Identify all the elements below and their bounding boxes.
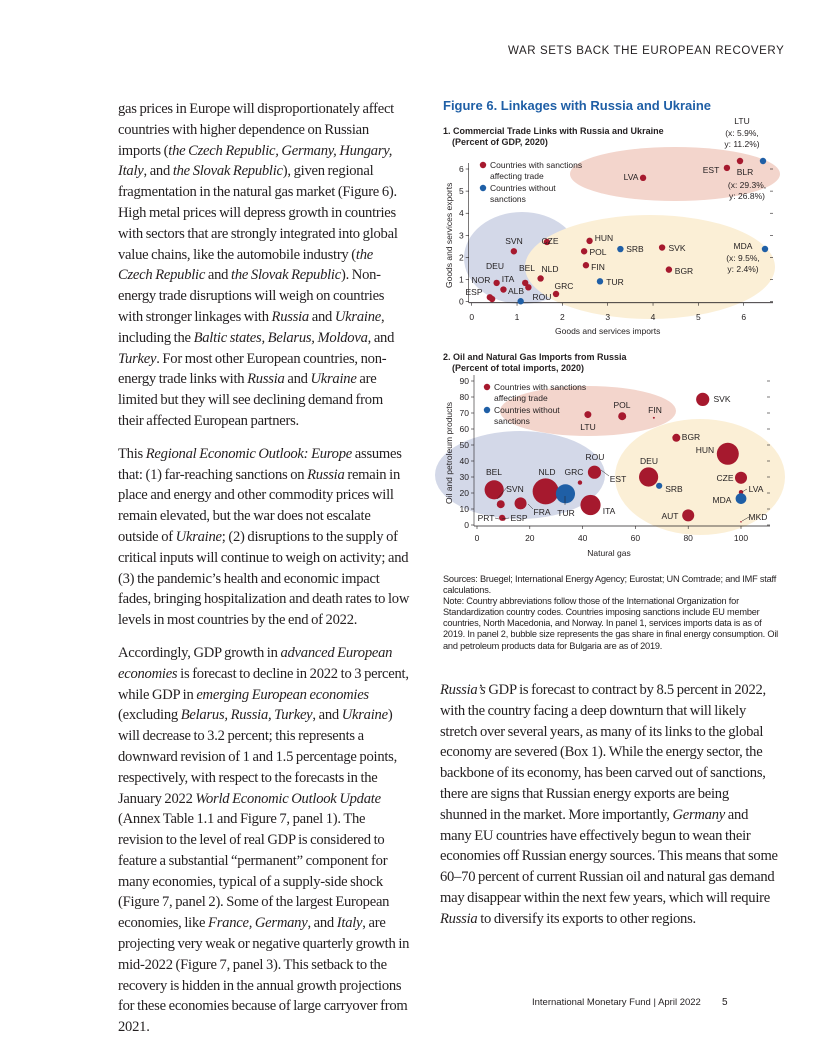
y-tick-label: 2 (458, 252, 464, 263)
legend-label: Countries with sanctions (490, 160, 583, 170)
italic-text: Ukraine (334, 308, 381, 325)
data-point-mkd (740, 521, 742, 523)
text-run: and (308, 308, 335, 325)
x-tick-label: 1 (514, 312, 520, 322)
data-label: EST (702, 165, 720, 175)
text-run: Accordingly, GDP growth in (118, 644, 281, 661)
leader-line (495, 518, 499, 519)
text-run: , are projecting very weak or negative quarterly growth in mid-2022 (Figure 7, panel 3). This setback to the recovery is hidden in the annual growth projections for these economies because of large carryover from 2021. (118, 915, 410, 1036)
data-point-nld (533, 478, 559, 504)
x-axis-label: Natural gas (587, 548, 631, 558)
data-label: SRB (626, 244, 644, 254)
data-point-grc (578, 480, 582, 484)
data-point-fin (653, 417, 655, 419)
italic-text: Ukraine (310, 371, 357, 388)
y-tick-label: 90 (459, 376, 469, 386)
data-point-mda (762, 246, 768, 252)
data-label: GRC (564, 467, 584, 477)
data-label: NOR (471, 275, 491, 285)
data-point-ita (580, 495, 600, 515)
data-label: BLR (736, 167, 754, 177)
data-label: BEL (485, 467, 503, 477)
data-point-est (724, 165, 730, 171)
data-label: SVK (668, 243, 686, 253)
data-label: BGR (681, 432, 701, 442)
text-run: to diversify its exports to other regions. (477, 910, 696, 927)
data-point-aut (682, 509, 694, 521)
annotation-text: y: 26.8%) (729, 191, 765, 201)
data-label: SRB (665, 484, 683, 494)
data-point-ltu (737, 158, 743, 164)
data-point-svn (511, 248, 517, 254)
y-tick-label: 5 (458, 186, 464, 197)
data-point-lva (640, 175, 646, 181)
figure-sources: Sources: Bruegel; International Energy Agency; Eurostat; UN Comtrade; and IMF staff calculations. (443, 574, 777, 596)
figure-notes (443, 574, 783, 652)
data-point-tur (556, 484, 575, 503)
y-tick-label: 10 (459, 504, 469, 514)
figure-title: Figure 6. Linkages with Russia and Ukraine (443, 98, 712, 113)
data-point-srb (617, 246, 623, 252)
data-label: MDA (712, 495, 732, 505)
y-axis-label: Goods and services exports (444, 182, 454, 289)
data-point-pol (581, 248, 587, 254)
x-tick-label: 6 (741, 312, 747, 322)
text-run: gas prices in Europe will disproportionately affect countries with higher dependence on Russian imports ( (118, 101, 394, 159)
data-label: BGR (674, 266, 694, 276)
figure-note: Note: Country abbreviations follow those of the International Organization for Standardization country codes. Countries imposing sanctions include EU member countries, North Macedonia, and Norway. In panel 1, services imports data is as of 2019. In panel 2, bubble size represents the gas share in final energy consumption. Oil and petroleum products data for Bulgaria are as of 2019. (443, 596, 779, 651)
footer-date: April 2022 (658, 997, 701, 1008)
data-point-tur (597, 278, 603, 284)
italic-text: advanced European economies (118, 644, 393, 682)
data-point-pol (618, 412, 626, 420)
footer-separator: | (650, 997, 659, 1008)
x-tick-label: 20 (525, 533, 535, 543)
x-tick-label: 100 (733, 533, 749, 543)
data-label: SVK (713, 394, 731, 404)
data-label: MDA (733, 241, 753, 251)
text-run: and (284, 371, 311, 388)
data-label: DEU (486, 261, 504, 271)
data-label: ESP (465, 287, 483, 297)
data-label: POL (589, 247, 607, 257)
text-run: , and (367, 329, 395, 346)
italic-text: Russia (440, 910, 478, 927)
x-tick-label: 60 (630, 533, 641, 543)
y-tick-label: 20 (459, 488, 469, 498)
text-run: assumes that: (1) far-reaching sanctions on (118, 445, 402, 483)
italic-text: emerging European economies (196, 686, 369, 703)
x-tick-label: 4 (650, 312, 656, 322)
data-label: TUR (557, 508, 575, 518)
y-tick-label: 80 (459, 392, 469, 402)
text-run: , and (143, 163, 173, 180)
data-label: FIN (648, 405, 662, 415)
data-label: TUR (606, 277, 624, 287)
data-point-rou (588, 466, 601, 479)
panel-title: 2. Oil and Natural Gas Imports from Russia (443, 352, 627, 362)
data-point-fra (515, 497, 527, 509)
legend-label: Countries with sanctions (494, 382, 587, 392)
text-run: ) will decrease to 3.2 percent; this represents a downward revision of 1 and 1.5 percentage points, respectively, with respect to the forecasts in the January 2022 (118, 707, 397, 807)
data-label: CZE (541, 236, 559, 246)
italic-text: Ukraine (341, 707, 388, 724)
y-tick-label: 3 (458, 230, 464, 241)
text-run: GDP is forecast to contract by 8.5 percent in 2022, with the country facing a deep downturn that will likely stretch over several years, as many of its links to the global economy are severed (Box 1). While the energy sector, the backbone of its economy, has been carved out of sanctions, there are signs that Russian energy exports are being shunned in the market. More importantly, (440, 682, 766, 823)
data-label: MKD (748, 512, 768, 522)
italic-text: the Slovak Republic (231, 267, 341, 284)
data-point-hun (717, 443, 739, 465)
text-run: ; (2) disruptions to the supply of critical inputs will continue to weigh on activity; and (3) the pandemic’s health and economic impact fades, bringing hospitalization and death rates to low levels in most countries by the end of 2022. (118, 528, 410, 629)
data-label: ALB (507, 286, 525, 296)
data-label: AUT (661, 511, 679, 521)
italic-text: Italy (336, 915, 363, 932)
text-run: , and (307, 915, 337, 932)
page-number: 5 (722, 997, 728, 1008)
data-point-svk (696, 393, 709, 406)
italic-text: Ukraine (175, 528, 222, 545)
data-point-blr (760, 158, 766, 164)
data-label: ITA (602, 506, 616, 516)
y-tick-label: 0 (458, 296, 464, 307)
data-label: SVN (505, 236, 523, 246)
data-point-ita (500, 286, 506, 292)
x-tick-label: 0 (469, 312, 475, 322)
italic-text: Belarus, Russia, Turkey (180, 707, 313, 724)
data-point-nor (489, 296, 495, 302)
y-tick-label: 60 (459, 424, 469, 434)
data-label: EST (609, 474, 627, 484)
italic-text: the Czech Republic (118, 246, 373, 284)
legend-marker (484, 384, 490, 390)
footer-publisher: International Monetary Fund (532, 997, 651, 1008)
x-tick-label: 3 (605, 312, 611, 322)
legend-label: Countries without (494, 405, 560, 415)
data-label: DEU (640, 456, 658, 466)
data-label: BEL (518, 263, 536, 273)
legend-label: affecting trade (494, 393, 548, 403)
text-run: (excluding (118, 707, 181, 724)
data-point-bgr (666, 266, 672, 272)
data-point-grc (553, 291, 559, 297)
running-header: WAR SETS BACK THE EUROPEAN RECOVERY (508, 45, 785, 57)
data-point-svk (659, 244, 665, 250)
x-tick-label: 80 (683, 533, 693, 543)
annotation-text: y: 11.2%) (724, 139, 760, 149)
data-point-cze (735, 472, 747, 484)
italic-text: France, Germany (208, 915, 308, 932)
text-run: ), given regional fragmentation in the natural gas market (Figure 6). High metal prices will depress growth in countries with sectors that are strongly integrated into global value chains, like the automobile industry ( (118, 163, 398, 263)
data-label: GRC (554, 281, 574, 291)
panel-subtitle: (Percent of GDP, 2020) (452, 137, 548, 147)
italic-text: Germany (672, 806, 725, 823)
annotation-text: (x: 29.3%, (727, 180, 767, 190)
text-run: remain in place and energy and other commodity prices will remain elevated, but the war does not escalate outside of (118, 466, 400, 545)
italic-text: Russia (247, 371, 285, 388)
data-point-mda (736, 493, 747, 504)
page-footer (532, 997, 701, 1008)
data-point-svn (497, 500, 505, 508)
data-point-bgr (672, 434, 680, 442)
legend-label: sanctions (494, 416, 530, 426)
text-run: are limited but they will see declining demand from their affected European partners. (118, 371, 383, 429)
data-label: ITA (501, 274, 515, 284)
legend-marker (480, 185, 486, 191)
y-tick-label: 30 (459, 472, 469, 482)
data-point-deu (493, 280, 499, 286)
legend-label: Countries without (490, 183, 556, 193)
y-axis-label: Oil and petroleum products (444, 401, 454, 505)
data-point-deu (639, 467, 658, 486)
data-label: FIN (591, 262, 605, 272)
text-run: , including the (118, 308, 385, 346)
x-tick-label: 2 (559, 312, 565, 322)
data-point-nld (537, 275, 543, 281)
data-label: CZE (716, 473, 734, 483)
italic-text: Regional Economic Outlook: Europe (145, 445, 352, 462)
data-point-alb (517, 298, 523, 304)
data-label: ROU (532, 292, 552, 302)
annotation-text: (x: 9.5%, (726, 253, 760, 263)
data-label: ROU (585, 452, 605, 462)
x-tick-label: 5 (695, 312, 701, 322)
italic-text: the Czech Republic, Germany, Hungary, Italy (118, 142, 393, 180)
data-label: SVN (506, 484, 524, 494)
y-tick-label: 50 (459, 440, 469, 450)
data-label: NLD (538, 467, 556, 477)
data-label: LTU (580, 422, 596, 432)
text-run: , and (312, 707, 342, 724)
italic-text: World Economic Outlook Update (195, 790, 381, 807)
data-point-bel (485, 480, 504, 499)
panel-subtitle: (Percent of total imports, 2020) (452, 363, 585, 373)
data-point-fin (583, 262, 589, 268)
text-run: This (118, 445, 146, 462)
data-label: PRT (477, 513, 495, 523)
x-tick-label: 40 (577, 533, 588, 543)
italic-text: Baltic states, Belarus, Moldova (193, 329, 368, 346)
italic-text: the Slovak Republic (172, 163, 283, 180)
y-tick-label: 70 (459, 408, 469, 418)
data-label: HUN (594, 233, 614, 243)
data-label: HUN (695, 445, 715, 455)
text-run: (Annex Table 1.1 and Figure 7, panel 1). The revision to the level of real GDP is considered to feature a substantial “permanent” component for many economies, typical of a supply-side shock (Figure 7, panel 2). Some of the largest European economies, like (118, 811, 390, 932)
data-label: POL (613, 400, 631, 410)
y-tick-label: 1 (458, 274, 464, 285)
data-label: LVA (748, 484, 764, 494)
y-tick-label: 0 (464, 520, 469, 530)
italic-text: Turkey (118, 350, 157, 367)
legend-marker (484, 407, 490, 413)
italic-text: Russia (307, 466, 345, 483)
paragraph (440, 680, 778, 930)
data-point-ltu (584, 411, 591, 418)
data-point-hun (586, 238, 592, 244)
right-column-text (440, 680, 778, 942)
legend-label: affecting trade (490, 171, 544, 181)
legend-label: sanctions (490, 194, 526, 204)
y-tick-label: 6 (458, 164, 464, 174)
text-run: ). Non-energy trade disruptions will weigh on countries with stronger linkages with (118, 267, 385, 325)
annotation-text: y: 2.4%) (727, 264, 759, 274)
text-run: . For most other European countries, non-energy trade links with (118, 350, 387, 388)
data-label: FRA (533, 507, 551, 517)
y-tick-label: 40 (459, 456, 469, 466)
data-label: LTU (734, 116, 750, 126)
data-point-rou (525, 284, 531, 290)
italic-text: Russia’s (440, 682, 486, 698)
paragraph (118, 643, 410, 1038)
x-axis-label: Goods and services imports (555, 326, 661, 336)
italic-text: Russia (271, 308, 309, 325)
y-tick-label: 4 (458, 208, 464, 219)
data-label: LVA (623, 172, 639, 182)
text-run: and many EU countries have effectively begun to wean their economies off Russian energy sources. This means that some 60–70 percent of current Russian oil and natural gas demand may disappear within the next few years, which will require (440, 806, 778, 906)
data-point-est (597, 472, 600, 475)
text-run: and (205, 267, 232, 284)
legend-marker (480, 162, 486, 168)
annotation-text: (x: 5.9%, (725, 128, 759, 138)
panel-title: 1. Commercial Trade Links with Russia and Ukraine (443, 126, 664, 136)
text-run: is forecast to decline in 2022 to 3 percent, while GDP in (118, 665, 409, 703)
x-tick-label: 0 (474, 533, 480, 543)
data-label: NLD (541, 264, 559, 274)
data-point-srb (656, 483, 662, 489)
data-label: ESP (510, 513, 528, 523)
